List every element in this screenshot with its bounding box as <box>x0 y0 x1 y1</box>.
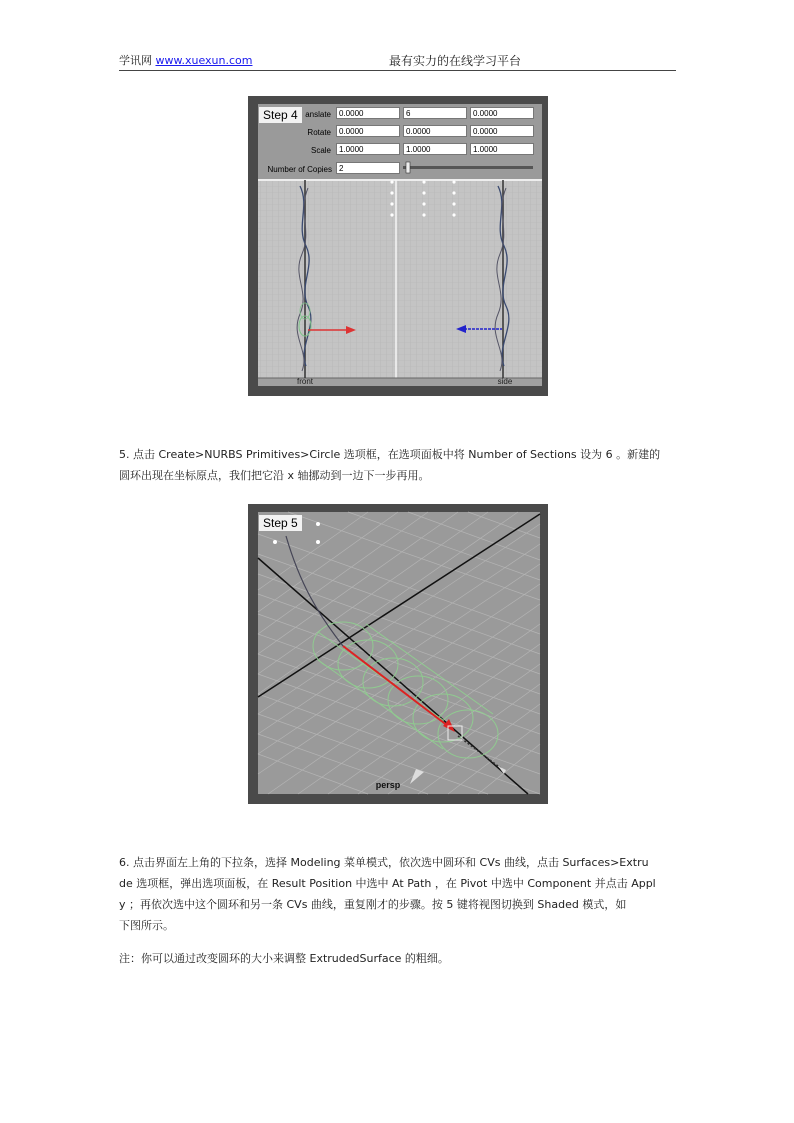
header-slogan: 最有实力的在线学习平台 <box>389 54 522 68</box>
rotate-label: Rotate <box>307 128 331 137</box>
header-site <box>119 52 252 68</box>
paragraph-step6-line1: 6. 点击界面左上角的下拉条，选择 Modeling 菜单模式，依次选中圆环和 CVs 曲线，点击 Surfaces>Extru <box>119 856 649 869</box>
translate-y-field[interactable]: 6 <box>403 107 467 119</box>
step5-label: Step 5 <box>259 515 302 531</box>
translate-label: anslate <box>305 110 331 119</box>
paragraph-step5-line1: 5. 点击 Create>NURBS Primitives>Circle 选项框，在选项面板中将 Number of Sections 设为 6 。新建的 <box>119 448 661 461</box>
paragraph-step6-line4: 下图所示。 <box>119 919 174 932</box>
note-text: 注：你可以通过改变圆环的大小来调整 ExtrudedSurface 的粗细。 <box>119 952 449 965</box>
rotate-y-field[interactable]: 0.0000 <box>403 125 467 137</box>
copies-field[interactable]: 2 <box>336 162 400 174</box>
paragraph-step6-line3: y ；再依次选中这个圆环和另一条 CVs 曲线，重复刚才的步骤。按 5 键将视图切换到 Shaded 模式，如 <box>119 898 627 911</box>
front-viewport-label: front <box>296 377 313 386</box>
translate-x-field[interactable]: 0.0000 <box>336 107 400 119</box>
page-header <box>119 50 676 71</box>
rotate-z-field[interactable]: 0.0000 <box>470 125 534 137</box>
copies-label: Number of Copies <box>267 165 332 174</box>
paragraph-step6-line2: de 选项框，弹出选项面板，在 Result Position 中选中 At Path ，在 Pivot 中选中 Component 并点击 Appl <box>119 877 656 890</box>
site-link[interactable]: www.xuexun.com <box>155 54 253 67</box>
rotate-x-field[interactable]: 0.0000 <box>336 125 400 137</box>
paragraph-step5 <box>119 444 679 486</box>
side-viewport-label: side <box>497 377 513 386</box>
translate-z-field[interactable]: 0.0000 <box>470 107 534 119</box>
paragraph-step5-line2: 圆环出现在坐标原点，我们把它沿 x 轴挪动到一边下一步再用。 <box>119 469 430 482</box>
scale-z-field[interactable]: 1.0000 <box>470 143 534 155</box>
figure-step5 <box>248 504 548 804</box>
paragraph-step6 <box>119 852 679 936</box>
persp-viewport-label: persp <box>375 780 401 790</box>
site-name: 学讯网 <box>119 54 152 67</box>
figure-step5-canvas <box>248 504 548 804</box>
scale-label: Scale <box>310 146 331 155</box>
scale-x-field[interactable]: 1.0000 <box>336 143 400 155</box>
scale-y-field[interactable]: 1.0000 <box>403 143 467 155</box>
figure-step4-canvas <box>248 96 548 396</box>
step4-label: Step 4 <box>259 107 302 123</box>
figure-step4 <box>248 96 548 396</box>
